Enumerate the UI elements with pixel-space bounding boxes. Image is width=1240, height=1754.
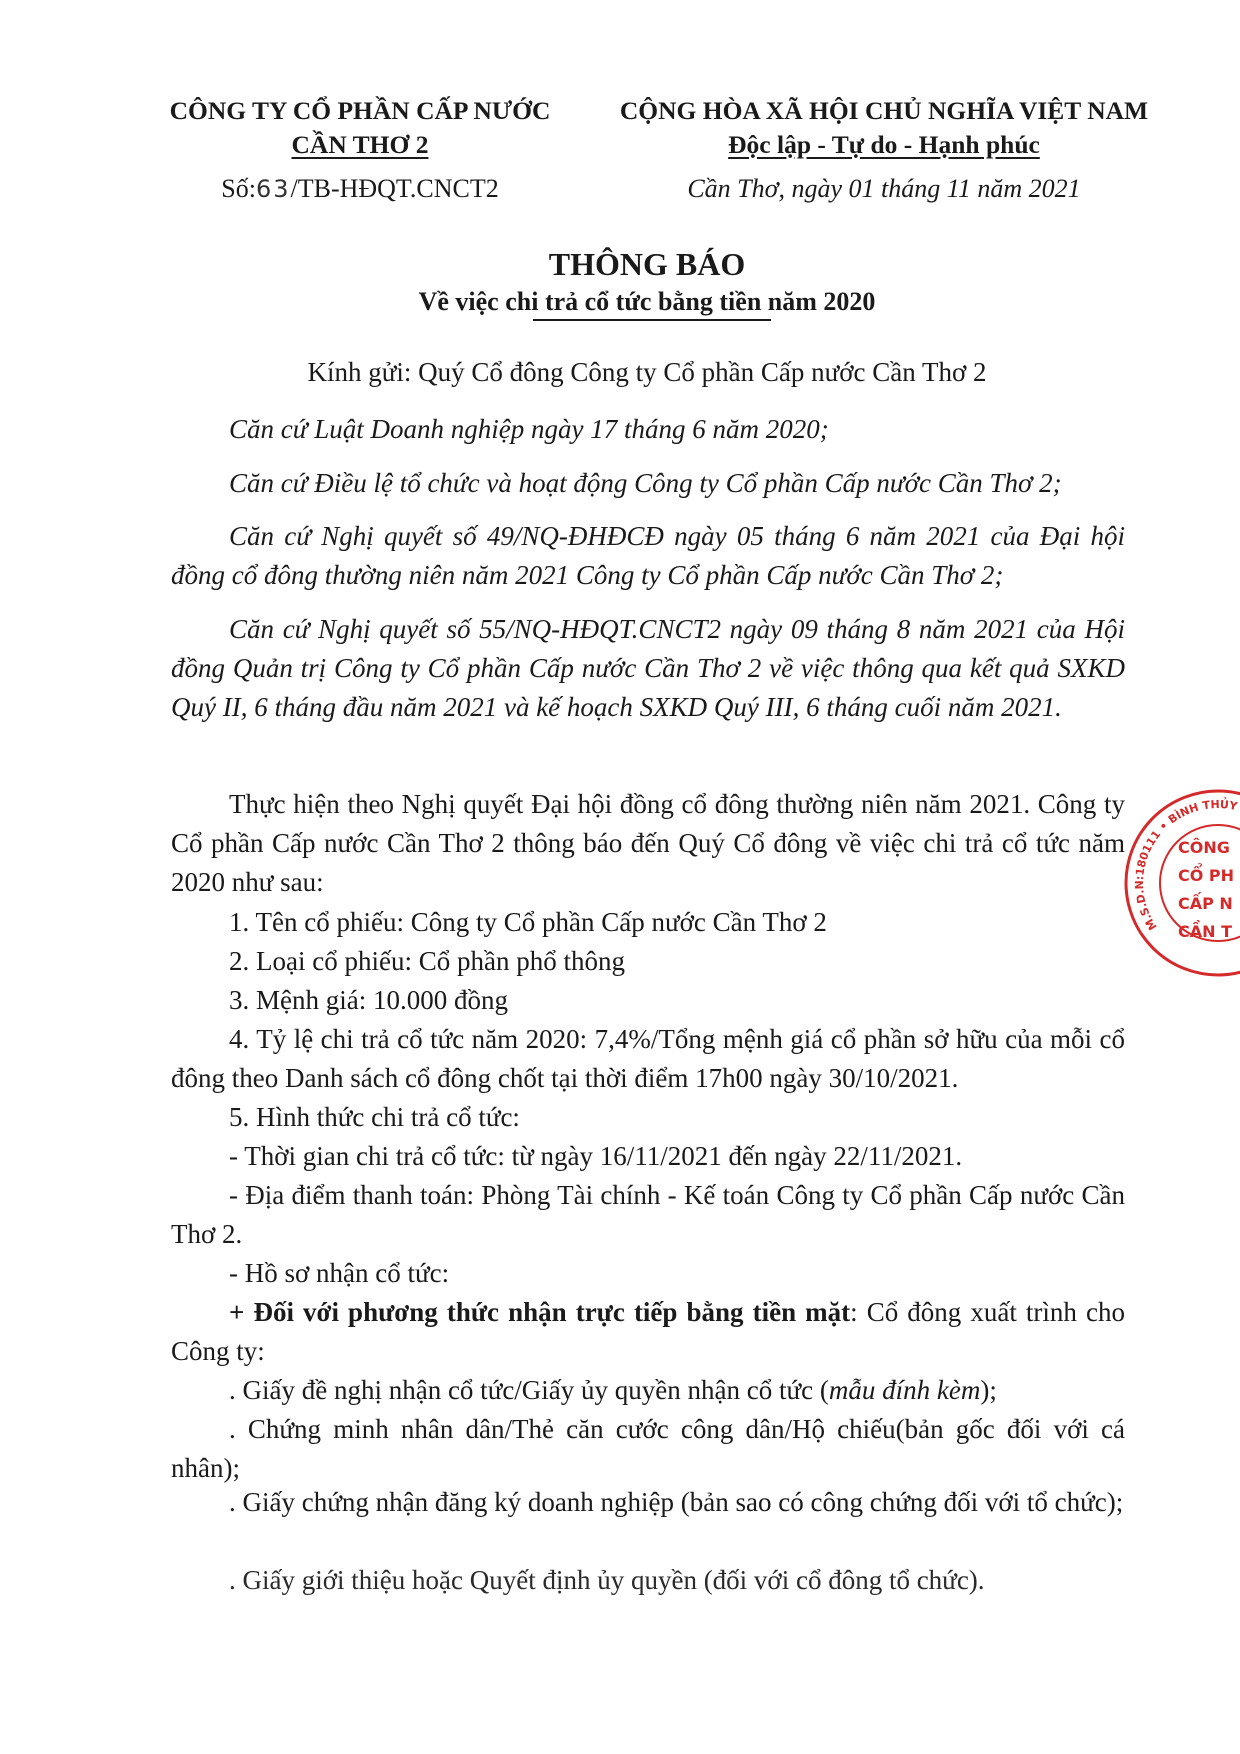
- document-title: THÔNG BÁO: [548, 246, 746, 282]
- national-title: CỘNG HÒA XÃ HỘI CHỦ NGHĨA VIỆT NAM: [619, 96, 1149, 125]
- item-payment-method: 5. Hình thức chi trả cổ tức:: [229, 1102, 520, 1132]
- national-motto: [604, 130, 1164, 160]
- item-stock-name: 1. Tên cổ phiếu: Công ty Cổ phần Cấp nước Cần Thơ 2: [229, 907, 827, 937]
- national-motto-text: Độc lập - Tự do - Hạnh phúc: [728, 130, 1040, 159]
- company-seal: [1118, 783, 1240, 983]
- document-subtitle: Về việc chi trả cổ tức bằng tiền năm 2020: [418, 287, 876, 316]
- legal-basis-2: Căn cứ Điều lệ tổ chức và hoạt động Công ty Cổ phần Cấp nước Cần Thơ 2;: [229, 468, 1062, 498]
- company-name-line2-text: CẦN THƠ 2: [291, 130, 429, 159]
- required-doc-1-post: );: [980, 1375, 997, 1405]
- subtitle-underline: [533, 319, 771, 321]
- seal-line-4: CẦN T: [1178, 922, 1232, 941]
- company-name-line1: CÔNG TY CỔ PHẦN CẤP NƯỚC: [169, 96, 551, 125]
- seal-line-1: CÔNG: [1178, 838, 1230, 857]
- required-doc-3: . Giấy chứng nhận đăng ký doanh nghiệp (bản sao có công chứng đối với tổ chức);: [229, 1487, 1124, 1517]
- cash-method-paragraph: [171, 1293, 1125, 1371]
- required-doc-1-italic: mẫu đính kèm: [828, 1375, 981, 1405]
- document-number: [150, 174, 570, 204]
- document-number-handwritten: 63: [255, 175, 291, 203]
- document-number-prefix: Số:: [221, 174, 256, 203]
- legal-basis-3: Căn cứ Nghị quyết số 49/NQ-ĐHĐCĐ ngày 05 tháng 6 năm 2021 của Đại hội đồng cổ đông thường niên năm 2021 Công ty Cổ phần Cấp nước Cần Thơ 2;: [171, 521, 1125, 590]
- seal-line-2: CỔ PH: [1178, 866, 1235, 885]
- recipient-line: Kính gửi: Quý Cổ đông Công ty Cổ phần Cấp nước Cần Thơ 2: [307, 357, 987, 387]
- required-doc-1-pre: . Giấy đề nghị nhận cổ tức/Giấy ủy quyền nhận cổ tức (: [229, 1375, 829, 1405]
- cash-method-label: + Đối với phương thức nhận trực tiếp bằng tiền mặt: [229, 1297, 851, 1327]
- company-name-line2: [150, 130, 570, 160]
- item-dividend-rate: 4. Tỷ lệ chi trả cổ tức năm 2020: 7,4%/Tổng mệnh giá cổ phần sở hữu của mỗi cổ đông theo Danh sách cổ đông chốt tại thời điểm 17h00 ngày 30/10/2021.: [171, 1024, 1125, 1093]
- document-number-suffix: /TB-HĐQT.CNCT2: [290, 174, 499, 203]
- required-doc-2: . Chứng minh nhân dân/Thẻ căn cước công dân/Hộ chiếu(bản gốc đối với cá nhân);: [171, 1414, 1125, 1483]
- item-par-value: 3. Mệnh giá: 10.000 đồng: [229, 985, 508, 1015]
- cash-method-text: : Cổ đông xuất trình cho Công ty:: [171, 1297, 1125, 1366]
- payment-place: - Địa điểm thanh toán: Phòng Tài chính - Kế toán Công ty Cổ phần Cấp nước Cần Thơ 2.: [171, 1180, 1125, 1249]
- seal-line-3: CẤP N: [1178, 894, 1233, 913]
- seal-graphic: [1118, 783, 1240, 983]
- item-stock-type: 2. Loại cổ phiếu: Cổ phần phổ thông: [229, 946, 625, 976]
- dividend-dossier: - Hồ sơ nhận cổ tức:: [229, 1258, 450, 1288]
- required-doc-4: . Giấy giới thiệu hoặc Quyết định ủy quyền (đối với cổ đông tổ chức).: [229, 1565, 985, 1595]
- place-date: Cần Thơ, ngày 01 tháng 11 năm 2021: [687, 174, 1081, 203]
- required-doc-1: [171, 1371, 1125, 1410]
- intro-paragraph: Thực hiện theo Nghị quyết Đại hội đồng cổ đông thường niên năm 2021. Công ty Cổ phần Cấp nước Cần Thơ 2 thông báo đến Quý Cổ đông về việc chi trả cổ tức năm 2020 như sau:: [171, 789, 1125, 897]
- payment-time: - Thời gian chi trả cổ tức: từ ngày 16/11/2021 đến ngày 22/11/2021.: [229, 1141, 963, 1171]
- legal-basis-1: Căn cứ Luật Doanh nghiệp ngày 17 tháng 6 năm 2020;: [229, 414, 829, 444]
- seal-ring-text: M.S.D.N:180111 • BÌNH THỦY: [1132, 797, 1239, 933]
- seal-center-text: [1178, 838, 1234, 941]
- legal-basis-4: Căn cứ Nghị quyết số 55/NQ-HĐQT.CNCT2 ngày 09 tháng 8 năm 2021 của Hội đồng Quản trị Công ty Cổ phần Cấp nước Cần Thơ 2 về việc thông qua kết quả SXKD Quý II, 6 tháng đầu năm 2021 và kế hoạch SXKD Quý III, 6 tháng cuối năm 2021.: [171, 614, 1125, 722]
